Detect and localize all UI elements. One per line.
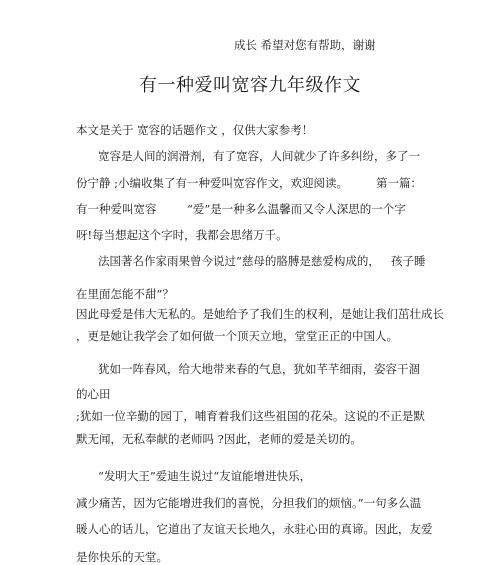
text-line: “爱”是一种多么温馨而又令人深思的一个字 (187, 202, 406, 216)
document-title: 有一种爱叫宽容九年级作文 (139, 75, 361, 96)
text-line: 犹如一阵春风，给大地带来春的气息，犹如芊芊细雨，姿容干涸 (98, 362, 420, 376)
text-line: ;犹如一位辛勤的园丁，哺育着我们这些祖国的花朵。这说的不正是默 (76, 409, 425, 423)
text-line: 是你快乐的天堂。 (76, 550, 168, 564)
text-line: 的心田 (76, 387, 111, 401)
text-line: 份宁静 ;小编收集了有一种爱叫宽容作文，欢迎阅读。 (76, 176, 349, 190)
text-line: 呀!每当想起这个字时，我都会思绪万千。 (76, 228, 288, 242)
text-line: “发明大王”爱迪生说过“友谊能增进快乐， (98, 469, 312, 483)
text-line: 在里面怎能不甜”？ (76, 287, 174, 301)
text-line: 宽容是人间的润滑剂，有了宽容，人间就少了许多纠纷，多了一 (98, 149, 420, 163)
text-line: ，更是她让我学会了如何做一个顶天立地，堂堂正正的中国人。 (76, 329, 398, 343)
text-line: 因此母爱是伟大无私的。是她给予了我们生的权利，是她让我们茁壮成长 (76, 307, 444, 321)
text-line: 默无闻，无私奉献的老师吗 ?因此，老师的爱是关切的。 (76, 432, 362, 446)
text-line: 第一篇： (376, 176, 422, 190)
page-header: 成长 希望对您有帮助，谢谢 (234, 38, 376, 52)
text-line: 有一种爱叫宽容 (76, 202, 157, 216)
text-line: 孩子睡 (391, 254, 426, 268)
text-line: 减少痛苦，因为它能增进我们的喜悦，分担我们的烦恼。”一句多么温 (76, 496, 422, 510)
text-line: 本文是关于 宽容的话题作文 ，仅供大家参考！ (76, 123, 314, 137)
text-line: 暖人心的话儿，它道出了友谊天长地久，永驻心田的真谛。因此，友爱 (76, 522, 433, 536)
text-line: 法国著名作家雨果曾今说过“慈母的胳膊是慈爱构成的， (98, 254, 380, 268)
